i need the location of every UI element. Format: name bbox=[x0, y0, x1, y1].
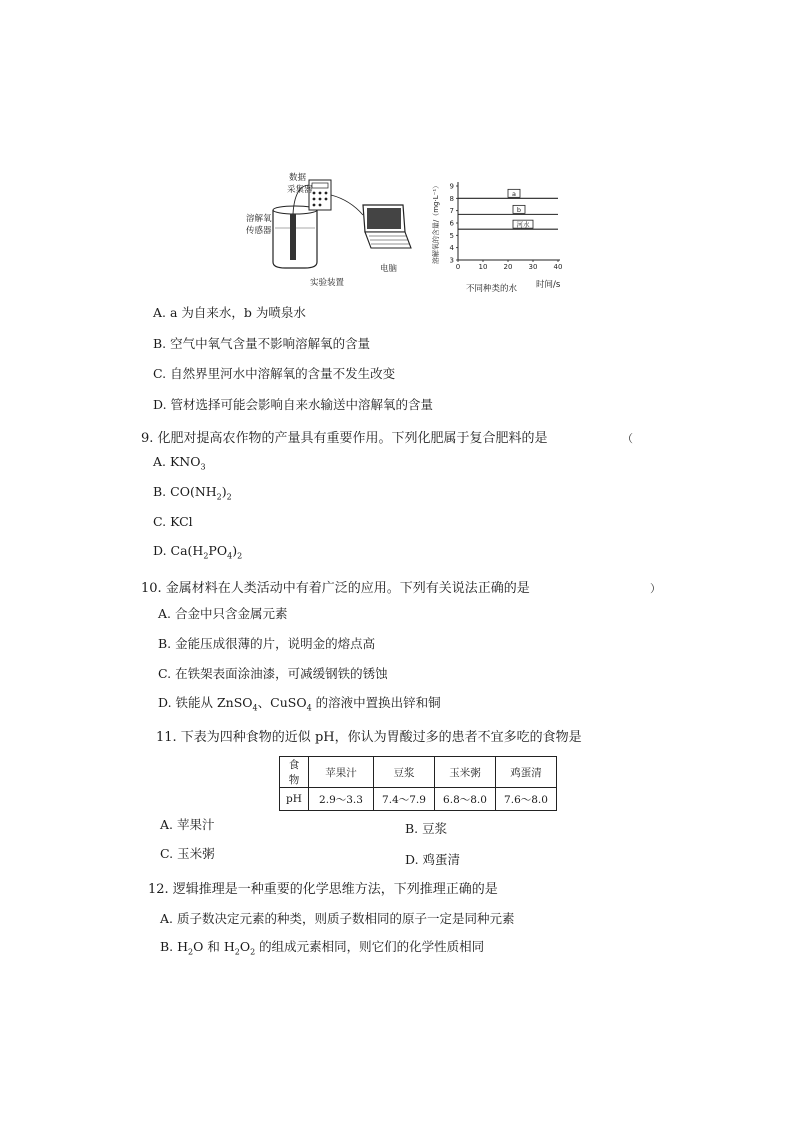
q12-option-a[interactable]: A. 质子数决定元素的种类，则质子数相同的原子一定是同种元素 bbox=[160, 911, 515, 926]
q10-option-c[interactable]: C. 在铁架表面涂油漆，可减缓钢铁的锈蚀 bbox=[158, 666, 388, 681]
series-label-1: b bbox=[516, 205, 522, 214]
q9-a-text: A. KNO bbox=[153, 454, 201, 469]
table-cell: 豆浆 bbox=[374, 757, 435, 788]
q12-option-b[interactable] bbox=[160, 937, 484, 957]
q12-b-s3: 2 bbox=[250, 947, 256, 957]
q10-d-text: D. 铁能从 ZnSO bbox=[158, 695, 253, 710]
y-tick-label: 3 bbox=[449, 256, 454, 265]
q8-option-b[interactable]: B. 空气中氧气含量不影响溶解氧的含量 bbox=[153, 336, 371, 351]
x-tick-label: 0 bbox=[455, 263, 461, 271]
q11-option-a[interactable]: A. 苹果汁 bbox=[160, 817, 215, 832]
q10-d-sub2: 4 bbox=[306, 703, 312, 713]
q8-option-c[interactable]: C. 自然界里河水中溶解氧的含量不发生改变 bbox=[153, 366, 396, 381]
collector-label-2: 采集器 bbox=[287, 185, 313, 195]
q9-d-mid: PO bbox=[208, 543, 228, 558]
x-tick-label: 40 bbox=[553, 263, 563, 271]
y-tick-label: 7 bbox=[449, 207, 454, 216]
y-tick-label: 5 bbox=[449, 231, 454, 240]
q12-b-t4: 的组成元素相同，则它们的化学性质相同 bbox=[255, 939, 485, 954]
computer-label: 电脑 bbox=[380, 264, 398, 274]
sensor-label-1: 溶解氧 bbox=[246, 214, 272, 224]
table-cell: 鸡蛋清 bbox=[496, 757, 557, 788]
y-tick-label: 8 bbox=[449, 194, 454, 203]
q12-b-t3: O bbox=[239, 939, 251, 954]
chart-ylabel: 溶解氧的含量/（mg·L⁻¹） bbox=[432, 181, 440, 265]
collector-label-1: 数据 bbox=[289, 173, 307, 183]
q8-option-a[interactable]: A. a 为自来水，b 为喷泉水 bbox=[153, 305, 306, 320]
q10-option-a[interactable]: A. 合金中只含金属元素 bbox=[158, 606, 288, 621]
q12-b-t1: B. H bbox=[160, 939, 189, 954]
chart-caption: 不同种类的水 bbox=[466, 284, 518, 294]
table-cell: 玉米粥 bbox=[435, 757, 496, 788]
series-label-2: 河水 bbox=[516, 220, 530, 229]
q9-d-paren: ) bbox=[232, 543, 238, 558]
q9-d-text: D. Ca(H bbox=[153, 543, 204, 558]
y-tick-label: 9 bbox=[449, 182, 454, 191]
q10-answer-bracket: ） bbox=[650, 582, 661, 595]
q12-b-s2: 2 bbox=[234, 947, 240, 957]
q10-stem: 10. 金属材料在人类活动中有着广泛的应用。下列有关说法正确的是 bbox=[141, 581, 530, 596]
table-cell: 食物 bbox=[280, 757, 309, 788]
ph-table bbox=[279, 756, 557, 811]
q10-d-rest: 的溶液中置换出锌和铜 bbox=[311, 695, 441, 710]
x-tick-label: 30 bbox=[528, 263, 538, 271]
q9-b-sub: 2 bbox=[216, 492, 222, 502]
table-cell: 6.8～8.0 bbox=[435, 788, 496, 811]
sensor-label-2: 传感器 bbox=[246, 226, 272, 236]
table-cell: 2.9～3.3 bbox=[309, 788, 374, 811]
q11-stem: 11. 下表为四种食物的近似 pH，你认为胃酸过多的患者不宜多吃的食物是 bbox=[156, 730, 582, 745]
y-tick-label: 4 bbox=[449, 244, 454, 253]
q9-a-sub: 3 bbox=[200, 462, 206, 472]
q9-b-text: B. CO(NH bbox=[153, 484, 217, 499]
q9-d-sub3: 2 bbox=[237, 551, 243, 561]
q9-option-b[interactable] bbox=[153, 484, 232, 502]
chart-xlabel: 时间/s bbox=[536, 280, 561, 290]
q9-answer-bracket: （ bbox=[622, 432, 633, 445]
table-row bbox=[280, 788, 557, 811]
table-cell: 苹果汁 bbox=[309, 757, 374, 788]
y-tick-label: 6 bbox=[449, 219, 454, 228]
x-tick-label: 20 bbox=[503, 263, 513, 271]
q8-option-d[interactable]: D. 管材选择可能会影响自来水输送中溶解氧的含量 bbox=[153, 397, 434, 412]
q12-stem: 12. 逻辑推理是一种重要的化学思维方法，下列推理正确的是 bbox=[148, 882, 498, 897]
q9-d-sub2: 4 bbox=[227, 551, 233, 561]
q9-b-sub2: 2 bbox=[226, 492, 232, 502]
q10-d-sub1: 4 bbox=[252, 703, 258, 713]
q9-option-a[interactable] bbox=[153, 454, 206, 472]
series-label-0: a bbox=[512, 189, 516, 198]
q10-option-d[interactable] bbox=[158, 693, 441, 713]
table-cell: 7.4～7.9 bbox=[374, 788, 435, 811]
q12-b-s1: 2 bbox=[188, 947, 194, 957]
q10-option-b[interactable]: B. 金能压成很薄的片，说明金的熔点高 bbox=[158, 636, 376, 651]
q10-d-mid: 、CuSO bbox=[257, 695, 307, 710]
apparatus-caption: 实验装置 bbox=[310, 278, 345, 288]
x-tick-label: 10 bbox=[478, 263, 488, 271]
table-cell: 7.6～8.0 bbox=[496, 788, 557, 811]
q9-option-c[interactable]: C. KCl bbox=[153, 514, 193, 529]
q11-option-b[interactable]: B. 豆浆 bbox=[405, 821, 448, 836]
table-cell: pH bbox=[280, 788, 309, 811]
q12-b-t2: O 和 H bbox=[193, 939, 235, 954]
q9-d-sub1: 2 bbox=[203, 551, 209, 561]
q11-option-c[interactable]: C. 玉米粥 bbox=[160, 846, 215, 861]
q11-option-d[interactable]: D. 鸡蛋清 bbox=[405, 852, 461, 867]
q9-b-paren: ) bbox=[221, 484, 227, 499]
q9-stem: 9. 化肥对提高农作物的产量具有重要作用。下列化肥属于复合肥料的是 bbox=[141, 431, 548, 446]
table-row bbox=[280, 757, 557, 788]
sensor-probe-icon bbox=[290, 214, 296, 260]
q9-option-d[interactable] bbox=[153, 543, 242, 561]
